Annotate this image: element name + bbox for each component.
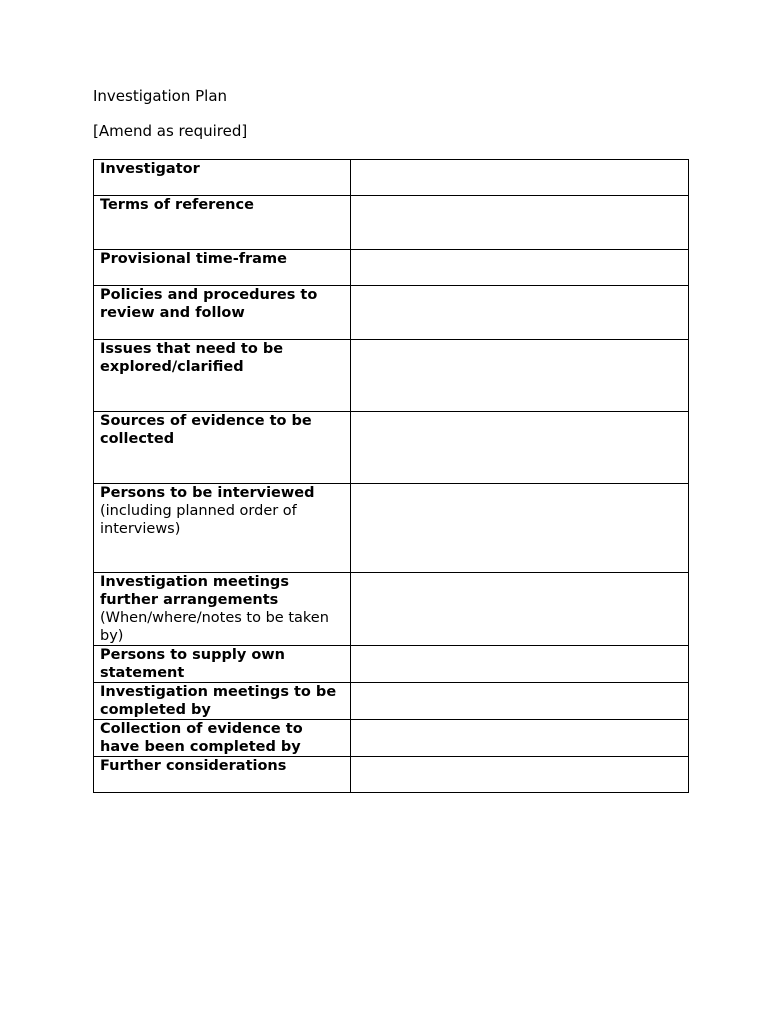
row-sublabel: (including planned order of interviews) bbox=[100, 503, 297, 537]
table-row-persons-to-supply-statement bbox=[94, 646, 689, 683]
row-label: Investigation meetings further arrangements bbox=[100, 574, 289, 608]
row-label-cell bbox=[94, 573, 351, 646]
row-value-cell[interactable] bbox=[351, 646, 689, 683]
row-label: Investigator bbox=[100, 161, 200, 177]
row-value-cell[interactable] bbox=[351, 196, 689, 250]
row-label: Terms of reference bbox=[100, 197, 254, 213]
row-value-cell[interactable] bbox=[351, 250, 689, 286]
row-label-cell bbox=[94, 484, 351, 573]
table-row-sources-of-evidence bbox=[94, 412, 689, 484]
row-label: Sources of evidence to be collected bbox=[100, 413, 312, 447]
row-value-cell[interactable] bbox=[351, 683, 689, 720]
table-row-provisional-time-frame bbox=[94, 250, 689, 286]
row-value-cell[interactable] bbox=[351, 720, 689, 757]
investigation-plan-table bbox=[93, 159, 689, 793]
document-title: Investigation Plan bbox=[93, 87, 228, 105]
table-row-meetings-completed-by bbox=[94, 683, 689, 720]
table-row-issues bbox=[94, 340, 689, 412]
document-note: [Amend as required] bbox=[93, 122, 248, 140]
row-label: Collection of evidence to have been completed by bbox=[100, 721, 303, 755]
row-label-cell bbox=[94, 683, 351, 720]
table-row-persons-to-be-interviewed bbox=[94, 484, 689, 573]
row-value-cell[interactable] bbox=[351, 286, 689, 340]
row-value-cell[interactable] bbox=[351, 340, 689, 412]
row-value-cell[interactable] bbox=[351, 160, 689, 196]
table-row-further-considerations bbox=[94, 757, 689, 793]
row-label-cell bbox=[94, 757, 351, 793]
table-row-investigation-meetings-arrangements bbox=[94, 573, 689, 646]
table-row-investigator bbox=[94, 160, 689, 196]
table-row-terms-of-reference bbox=[94, 196, 689, 250]
row-label: Policies and procedures to review and follow bbox=[100, 287, 318, 321]
row-label: Persons to supply own statement bbox=[100, 647, 286, 681]
row-value-cell[interactable] bbox=[351, 412, 689, 484]
row-label: Investigation meetings to be completed by bbox=[100, 684, 337, 718]
row-label-cell bbox=[94, 286, 351, 340]
row-label: Issues that need to be explored/clarified bbox=[100, 341, 284, 375]
row-label-cell bbox=[94, 646, 351, 683]
row-sublabel: (When/where/notes to be taken by) bbox=[100, 610, 329, 644]
row-label-cell bbox=[94, 196, 351, 250]
row-label-cell bbox=[94, 250, 351, 286]
row-value-cell[interactable] bbox=[351, 484, 689, 573]
row-value-cell[interactable] bbox=[351, 757, 689, 793]
row-label-cell bbox=[94, 340, 351, 412]
row-label: Provisional time-frame bbox=[100, 251, 287, 267]
table-row-evidence-completed-by bbox=[94, 720, 689, 757]
row-value-cell[interactable] bbox=[351, 573, 689, 646]
row-label-cell bbox=[94, 412, 351, 484]
table-row-policies-and-procedures bbox=[94, 286, 689, 340]
row-label: Further considerations bbox=[100, 758, 287, 774]
row-label: Persons to be interviewed bbox=[100, 485, 315, 501]
row-label-cell bbox=[94, 720, 351, 757]
row-label-cell bbox=[94, 160, 351, 196]
